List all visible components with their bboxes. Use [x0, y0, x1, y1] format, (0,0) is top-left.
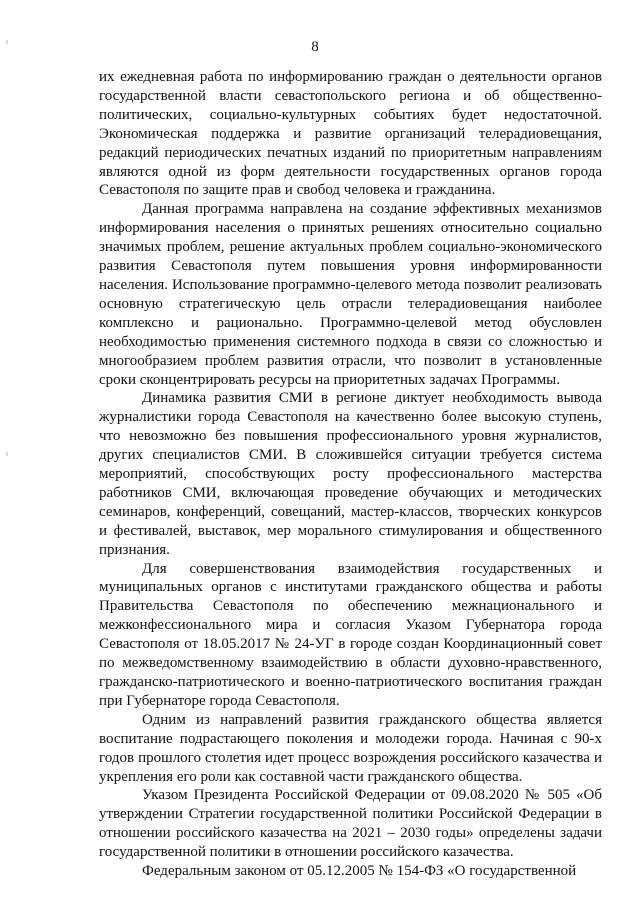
paragraph-6: Указом Президента Российской Федерации от 09.08.2020 № 505 «Об утверждении Стратегии государственной политики Российской Федерации в отношении российского казачества на 2021 – 2030 годы» определены задачи государственной политики в отношении российского казачества.: [99, 787, 602, 861]
paragraph-2: Данная программа направлена на создание эффективных механизмов информирования населения о принятых решениях относительно социально значимых проблем, решение актуальных проблем социально-экономического развития Севастополя путем повышения уровня информированности населения. Использование программно-целевого метода позволит реализовать основную стратегическую цель отрасли телерадиовещания наиболее комплексно и рационально. Программно-целевой метод обусловлен необходимостью применения системного подхода в связи со сложностью и многообразием проблем развития отрасли, что позволит в установленные сроки сконцентрировать ресурсы на приоритетных задачах Программы.: [99, 201, 602, 388]
scan-edge-mark-middle: [6, 452, 8, 456]
document-body: [99, 68, 602, 881]
paragraph-7: Федеральным законом от 05.12.2005 № 154-ФЗ «О государственной: [142, 863, 577, 880]
page-number: 8: [311, 39, 319, 55]
paragraph-4: Для совершенствования взаимодействия государственных и муниципальных органов с институтами гражданского общества и работы Правительства Севастополя по обеспечению межнационального и межконфессионального мира и согласия Указом Губернатора города Севастополя от 18.05.2017 № 24-УГ в городе создан Координационный совет по межведомственному взаимодействию в области духовно-нравственного, гражданско-патриотического и военно-патриотического воспитания граждан при Губернаторе города Севастополя.: [99, 560, 602, 709]
paragraph-3: Динамика развития СМИ в регионе диктует необходимость вывода журналистики города Севастополя на качественно более высокую ступень, что невозможно без повышения профессионального уровня журналистов, других специалистов СМИ. В сложившейся ситуации требуется система мероприятий, способствующих росту профессионального мастерства работников СМИ, включающая проведение обучающих и методических семинаров, конференций, совещаний, мастер-классов, творческих конкурсов и фестивалей, выставок, мер морального стимулирования и общественного признания.: [99, 390, 602, 558]
paragraph-1: их ежедневная работа по информированию граждан о деятельности органов государственной власти севастопольского региона и об общественно-политических, социально-культурных событиях будет недостаточной. Экономическая поддержка и развитие организаций телерадиовещания, редакций периодических печатных изданий по приоритетным направлениям являются одной из форм деятельности государственных органов города Севастополя по защите прав и свобод человека и гражданина.: [99, 69, 602, 199]
paragraph-5: Одним из направлений развития гражданского общества является воспитание подрастающего поколения и молодежи города. Начиная с 90-х годов прошлого столетия идет процесс возрождения российского казачества и укрепления его роли как составной части гражданского общества.: [99, 711, 602, 785]
